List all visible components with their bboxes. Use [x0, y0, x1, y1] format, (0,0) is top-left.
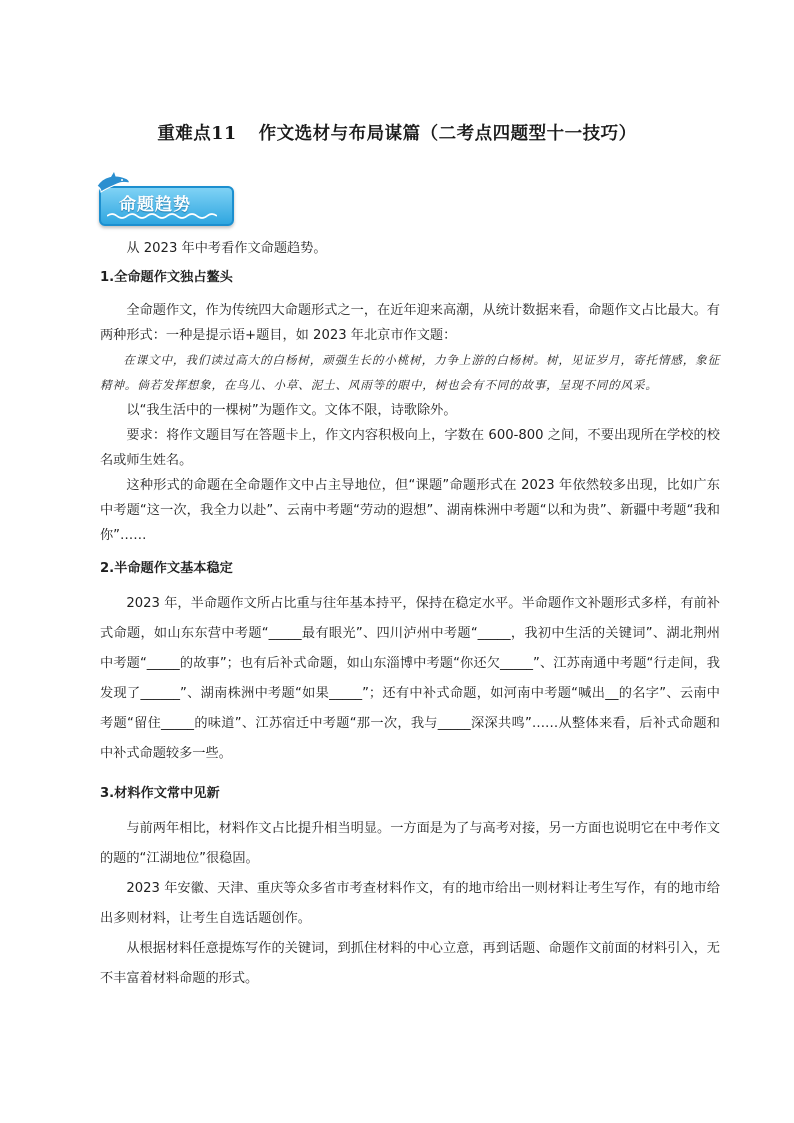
section-heading-1: 1.全命题作文独占鳌头 [100, 270, 233, 285]
section1-paragraph-2: 以“我生活中的一棵树”为题作文。文体不限，诗歌除外。 [126, 403, 457, 418]
intro-text: 从 2023 年中考看作文命题趋势。 [126, 241, 327, 256]
section-badge [97, 176, 235, 228]
section3-paragraph-1: 与前两年相比，材料作文占比提升相当明显。一方面是为了与高考对接，另一方面也说明它在中考作文的题的“江湖地位”很稳固。 [100, 821, 720, 866]
section1-quote: 在课文中，我们读过高大的白杨树，顽强生长的小桃树，力争上游的白杨树。树，见证岁月，寄托情感，象征精神。倘若发挥想象，在鸟儿、小草、泥土、风雨等的眼中，树也会有不同的故事，呈现不同的风采。 [100, 353, 720, 392]
section3-paragraph-2: 2023 年安徽、天津、重庆等众多省市考查材料作文，有的地市给出一则材料让考生写作，有的地市给出多则材料，让考生自选话题创作。 [100, 881, 720, 926]
title-number: 重难点11 [157, 124, 237, 144]
section3-paragraph-3: 从根据材料任意提炼写作的关键词，到抓住材料的中心立意，再到话题、命题作文前面的材料引入，无不丰富着材料命题的形式。 [100, 941, 720, 986]
section2-paragraph-1: 2023 年，半命题作文所占比重与往年基本持平，保持在稳定水平。半命题作文补题形式多样，有前补式命题，如山东东营中考题“_____最有眼光”、四川泸州中考题“_____，我初中生活的关键词”、湖北荆州中考题“_____的故事”；也有后补式命题，如山东淄博中考题“你还欠_____”、江苏南通中考题“行走间，我发现了______”、湖南株洲中考题“如果_____”；还有中补式命题，如河南中考题“喊出__的名字”、云南中考题“留住_____的味道”、江苏宿迁中考题“那一次，我与_____深深共鸣”……从整体来看，后补式命题和中补式命题较多一些。 [100, 596, 720, 761]
section1-paragraph-3: 要求：将作文题目写在答题卡上，作文内容积极向上，字数在 600-800 之间，不要出现所在学校的校名或师生姓名。 [100, 428, 720, 468]
section-heading-2: 2.半命题作文基本稳定 [100, 561, 233, 576]
title-text: 作文选材与布局谋篇（二考点四题型十一技巧） [258, 124, 637, 144]
badge-label: 命题趋势 [119, 195, 191, 215]
section-heading-3: 3.材料作文常中见新 [100, 786, 220, 801]
section1-paragraph-1: 全命题作文，作为传统四大命题形式之一，在近年迎来高潮，从统计数据来看，命题作文占比最大。有两种形式：一种是提示语+题目，如 2023 年北京市作文题： [100, 303, 720, 343]
section1-paragraph-4: 这种形式的命题在全命题作文中占主导地位，但“课题”命题形式在 2023 年依然较多出现，比如广东中考题“这一次，我全力以赴”、云南中考题“劳动的遐想”、湖南株洲中考题“以和为贵”、新疆中考题“我和你”…… [100, 478, 720, 543]
wave-icon [107, 212, 217, 220]
page-title [0, 120, 794, 145]
main-content [100, 236, 720, 994]
